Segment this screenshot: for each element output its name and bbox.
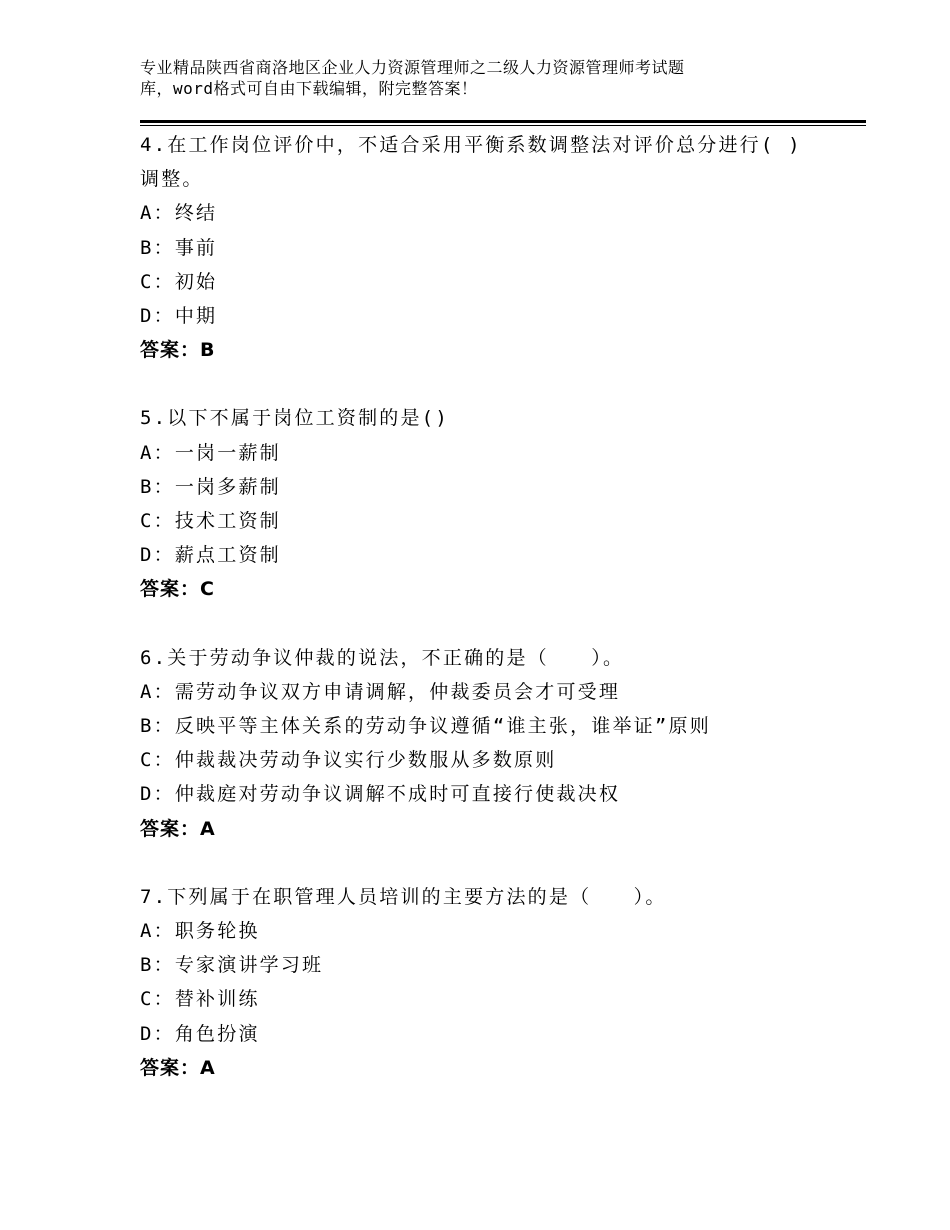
header-title-line-1: 专业精品陕西省商洛地区企业人力资源管理师之二级人力资源管理师考试题 [140,58,685,77]
answer-label: 答案：A [140,1056,216,1079]
question-7 [140,880,840,1085]
question-stem: 7.下列属于在职管理人员培训的主要方法的是（ ）。 [140,885,667,908]
question-list [140,128,840,1119]
question-6 [140,641,840,846]
option-d: D：薪点工资制 [140,544,281,567]
option-c: C：初始 [140,270,218,293]
option-d: D：中期 [140,305,218,328]
document-header [140,57,800,99]
question-4 [140,128,840,367]
header-rule-thick [140,120,866,123]
question-5 [140,401,840,606]
header-title-line-2: 库，word格式可自由下载编辑，附完整答案！ [140,79,478,98]
answer-label: 答案：A [140,817,216,840]
header-rule-thin [140,125,866,126]
option-b: B：专家演讲学习班 [140,954,324,977]
question-stem: 5.以下不属于岗位工资制的是() [140,407,449,430]
question-stem: 6.关于劳动争议仲裁的说法，不正确的是（ ）。 [140,646,625,669]
option-b: B：一岗多薪制 [140,475,281,498]
question-stem: 4.在工作岗位评价中，不适合采用平衡系数调整法对评价总分进行( ) [140,134,802,156]
option-d: D：角色扮演 [140,1022,260,1045]
option-b: B：反映平等主体关系的劳动争议遵循“谁主张，谁举证”原则 [140,715,711,738]
option-c: C：仲裁裁决劳动争议实行少数服从多数原则 [140,749,557,772]
answer-label: 答案：B [140,339,216,362]
option-d: D：仲裁庭对劳动争议调解不成时可直接行使裁决权 [140,783,621,806]
option-b: B：事前 [140,236,218,259]
option-a: A：一岗一薪制 [140,441,281,464]
question-stem-continued: 调整。 [140,168,204,191]
option-a: A：终结 [140,202,218,225]
option-c: C：技术工资制 [140,510,281,533]
answer-label: 答案：C [140,578,215,601]
option-a: A：需劳动争议双方申请调解，仲裁委员会才可受理 [140,680,621,703]
option-a: A：职务轮换 [140,920,260,943]
option-c: C：替补训练 [140,988,260,1011]
